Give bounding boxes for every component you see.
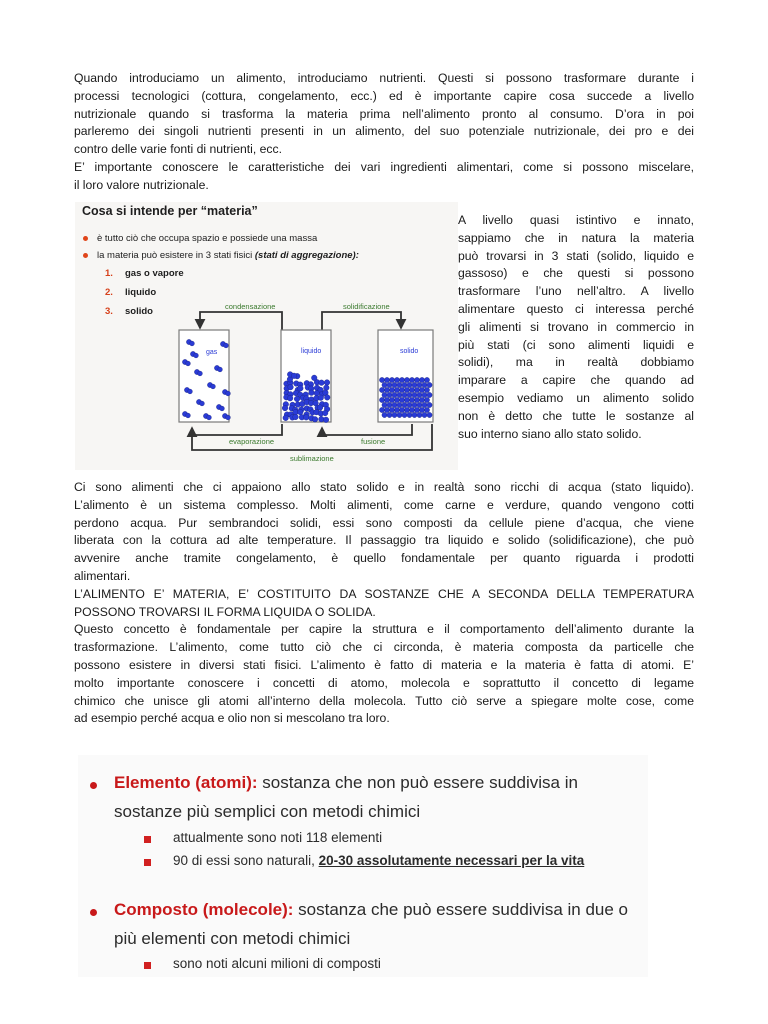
molecule-dot: [409, 387, 414, 392]
molecule-dot: [399, 377, 404, 382]
molecule-dot: [409, 407, 414, 412]
molecule-dot: [399, 387, 404, 392]
molecule-dot: [412, 402, 417, 407]
text-line: L’alimento è un sistema complesso. Molti alimenti, come carne e verdure, quando vengono cotti: [74, 497, 694, 512]
gas-label: gas: [206, 349, 218, 356]
text-line: Ci sono alimenti che ci appaiono allo stato solido e in realtà sono ricchi di acqua (stato liquido).: [74, 480, 694, 494]
molecule-dot: [282, 405, 288, 411]
molecule-dot: [379, 387, 384, 392]
molecule-dot: [387, 392, 392, 397]
molecule-dot: [399, 407, 404, 412]
compound-term: Composto (molecole):: [114, 900, 294, 919]
molecule-dot: [314, 390, 320, 396]
molecule-dot: [422, 402, 427, 407]
text-line: avvenire anche tramite congelamento, è quello fondamentale per quanto riguarda i prodotti: [74, 551, 694, 566]
sublimation-label: sublimazione: [290, 454, 334, 463]
text-line: perdono acqua. Pur sembrandoci solidi, essi sono composti da cellule piene d’acqua, che viene: [74, 515, 694, 530]
molecule-dot: [287, 395, 293, 401]
state-number: 3.: [105, 306, 113, 317]
phase-diagram: [75, 202, 458, 470]
state-number: 1.: [105, 268, 113, 279]
molecule-dot: [402, 412, 407, 417]
molecule-dot: [389, 387, 394, 392]
molecule-dot: [394, 397, 399, 402]
element-compound-slide: [78, 755, 648, 977]
element-definition: [114, 773, 578, 793]
text-line: possono esistere in diversi stati fisici. L’alimento è fatto di materia e la materia è fatta di atomi. E’: [74, 657, 694, 672]
molecule-dot: [407, 382, 412, 387]
molecule-dot: [417, 392, 422, 397]
molecule-dot: [311, 375, 317, 381]
molecule-dot: [379, 407, 384, 412]
molecule-dot: [407, 412, 412, 417]
molecule-dot: [414, 377, 419, 382]
molecule-dot: [384, 397, 389, 402]
molecule-dot: [392, 392, 397, 397]
molecule-dot: [402, 402, 407, 407]
molecule-dot: [407, 402, 412, 407]
molecule-dot: [419, 387, 424, 392]
molecule-dot: [424, 377, 429, 382]
text-line: POSSONO TROVARSI IL FORMA LIQUIDA O SOLIDA.: [74, 604, 376, 619]
molecule-dot: [412, 412, 417, 417]
molecule-dot: [382, 392, 387, 397]
molecule-dot: [218, 367, 223, 372]
molecule-dot: [427, 382, 432, 387]
molecule-dot: [389, 407, 394, 412]
molecule-dot: [198, 371, 203, 376]
square-bullet-icon: [144, 962, 151, 969]
state-label: liquido: [125, 287, 157, 298]
molecule-dot: [323, 417, 329, 423]
molecule-dot: [319, 380, 325, 386]
compound-definition: [114, 900, 628, 920]
text-line: E’ importante conoscere le caratteristiche dei vari ingredienti alimentari, come si possono miscelare,: [74, 159, 694, 174]
compound-text-cont: più elementi con metodi chimici: [114, 929, 351, 948]
main-paragraph: [74, 479, 694, 728]
text-line: Questo concetto è fondamentale per capire la struttura e il comportamento dell’alimento durante la: [74, 622, 694, 637]
element-subpoint: attualmente sono noti 118 elementi: [173, 830, 383, 845]
fusion-label: fusione: [361, 437, 386, 446]
bullet-dot-icon: [90, 782, 97, 789]
text-line: chimico che unisce gli atomi all’interno della molecola. Tutto ciò serve a spiegare molte cose, come: [74, 693, 694, 708]
molecule-dot: [382, 412, 387, 417]
text-line: imparare a capire che quando ad: [458, 373, 694, 388]
molecule-dot: [226, 415, 231, 420]
text-line: il loro valore nutrizionale.: [74, 177, 209, 192]
text-line: nutrizionale quando si trasforma la materia prima nell’alimento pronto al consumo. D’ora in poi: [74, 106, 694, 121]
molecule-dot: [417, 412, 422, 417]
bullet-dot-icon: [90, 909, 97, 916]
square-bullet-icon: [144, 859, 151, 866]
text-line: processi tecnologici (cottura, congelamento, ecc.) ed è importante capire cosa succede a livello: [74, 88, 694, 103]
text-line: liberata con la cottura ad alte temperature. Il passaggio tra liquido e solido (solidificazione), che può: [74, 533, 694, 548]
state-label: gas o vapore: [125, 268, 184, 279]
molecule-dot: [294, 396, 300, 402]
evaporation-arrow: [192, 424, 282, 435]
molecule-dot: [200, 401, 205, 406]
molecule-dot: [422, 392, 427, 397]
figure-title: Cosa si intende per “materia”: [82, 204, 258, 218]
molecule-dot: [220, 406, 225, 411]
text-line: alimentari.: [74, 568, 131, 583]
bullet-text: è tutto ciò che occupa spazio e possiede una massa: [97, 233, 318, 244]
molecule-dot: [317, 405, 323, 411]
molecule-dot: [190, 341, 195, 346]
text-line: esempio vediamo un alimento solido: [458, 390, 694, 405]
molecule-dot: [389, 397, 394, 402]
molecule-dot: [384, 377, 389, 382]
molecule-dot: [226, 391, 231, 396]
text-line: gassoso) e che questi si possono: [458, 266, 694, 281]
liquid-label: liquido: [301, 348, 322, 355]
square-bullet-icon: [144, 836, 151, 843]
molecule-dot: [194, 353, 199, 358]
compound-text: sostanza che può essere suddivisa in due o: [293, 900, 628, 919]
text-line: contro delle varie fonti di nutrienti, ecc.: [74, 142, 282, 157]
text-line: A livello quasi istintivo e innato,: [458, 213, 694, 227]
molecule-dot: [422, 382, 427, 387]
molecule-dot: [291, 373, 297, 379]
molecule-dot: [404, 387, 409, 392]
molecule-dot: [379, 377, 384, 382]
text-line: non è detto che tutte le sostanze al: [458, 408, 694, 423]
molecule-dot: [387, 382, 392, 387]
molecule-dot: [324, 385, 330, 391]
bullet-emphasis: (stati di aggregazione):: [254, 250, 359, 261]
text-line: più stati (ci sono alimenti liquidi e: [458, 337, 694, 352]
molecule-dot: [404, 397, 409, 402]
solidification-arrow: [322, 312, 401, 330]
molecule-dot: [387, 412, 392, 417]
states-of-matter-figure: [75, 202, 458, 470]
element-subpoint: [173, 853, 584, 868]
molecule-dot: [419, 397, 424, 402]
molecule-dot: [283, 415, 289, 421]
molecule-dot: [382, 402, 387, 407]
molecule-dot: [414, 407, 419, 412]
molecule-dot: [427, 412, 432, 417]
molecule-dot: [424, 397, 429, 402]
molecule-dot: [309, 390, 315, 396]
bullet-text: la materia può esistere in 3 stati fisici: [97, 250, 255, 261]
element-text-cont: sostanze più semplici con metodi chimici: [114, 802, 421, 821]
molecule-dot: [186, 413, 191, 418]
text-line: alimentare questo ci interessa perché: [458, 301, 694, 316]
molecule-dot: [379, 397, 384, 402]
text-line: L’ALIMENTO E’ MATERIA, E’ COSTITUITO DA SOSTANZE CHE A SECONDA DELLA TEMPERATURA: [74, 586, 694, 601]
fusion-arrow: [322, 424, 412, 435]
element-term: Elemento (atomi):: [114, 773, 258, 792]
intro-paragraph: [74, 70, 694, 195]
molecule-dot: [324, 380, 330, 386]
molecule-dot: [324, 395, 330, 401]
text-line: Quando introduciamo un alimento, introduciamo nutrienti. Questi si possono trasformare durante i: [74, 71, 694, 85]
compound-subpoint: sono noti alcuni milioni di composti: [173, 956, 381, 971]
molecule-dot: [424, 407, 429, 412]
text-line: trasformazione. L’alimento, come tutto ciò che ci circonda, è materia composta da particelle che: [74, 640, 694, 655]
molecule-dot: [297, 409, 303, 415]
text-line: sappiamo che in natura la materia: [458, 230, 694, 245]
molecule-dot: [312, 416, 318, 422]
molecule-dot: [392, 382, 397, 387]
molecule-dot: [399, 397, 404, 402]
molecule-dot: [427, 402, 432, 407]
condensation-label: condensazione: [225, 302, 276, 311]
molecule-dot: [389, 377, 394, 382]
solidification-label: solidificazione: [343, 302, 390, 311]
text-line: può trovarsi in 3 stati (solido, liquido e: [458, 248, 694, 263]
molecule-dot: [414, 387, 419, 392]
molecule-dot: [211, 384, 216, 389]
molecule-dot: [224, 343, 229, 348]
molecule-dot: [394, 377, 399, 382]
condensation-arrow: [200, 312, 282, 330]
molecule-dot: [288, 384, 294, 390]
molecule-dot: [392, 412, 397, 417]
molecule-dot: [419, 407, 424, 412]
text-line: trasformare l’uno nell’altro. A livello: [458, 284, 694, 299]
molecule-dot: [387, 402, 392, 407]
molecule-dot: [394, 387, 399, 392]
molecule-dot: [412, 392, 417, 397]
text-line: ad esempio perché acqua e olio non si mescolano tra loro.: [74, 711, 390, 726]
solid-molecules: [379, 377, 432, 417]
molecule-dot: [424, 387, 429, 392]
text-line: parleremo dei singoli nutrienti presenti in un alimento, del suo potenziale nutrizionale, dei pro e dei: [74, 124, 694, 139]
molecule-dot: [422, 412, 427, 417]
molecule-dot: [427, 392, 432, 397]
molecule-dot: [419, 377, 424, 382]
solid-label: solido: [400, 348, 419, 355]
molecule-dot: [412, 382, 417, 387]
molecule-dot: [384, 407, 389, 412]
molecule-dot: [303, 415, 309, 421]
molecule-dot: [293, 414, 299, 420]
molecule-dot: [397, 402, 402, 407]
molecule-dot: [404, 377, 409, 382]
molecule-dot: [414, 397, 419, 402]
molecule-dot: [397, 382, 402, 387]
side-paragraph: [458, 212, 694, 443]
text-line: molto importante conoscere i concetti di atomo, molecola e soprattutto il concetto di legame: [74, 675, 694, 690]
text-line: gli alimenti si trovano in commercio in: [458, 319, 694, 334]
sublimation-arrow: [192, 424, 432, 450]
molecule-dot: [298, 386, 304, 392]
molecule-dot: [207, 415, 212, 420]
state-number: 2.: [105, 287, 113, 298]
molecule-dot: [417, 382, 422, 387]
state-label: solido: [125, 306, 153, 317]
molecule-dot: [188, 389, 193, 394]
molecule-dot: [392, 402, 397, 407]
evaporation-label: evaporazione: [229, 437, 275, 446]
molecule-dot: [402, 392, 407, 397]
molecule-dot: [318, 395, 324, 401]
molecule-dot: [394, 407, 399, 412]
molecule-dot: [409, 397, 414, 402]
text-line: suo interno siano allo stato solido.: [458, 426, 642, 441]
molecule-dot: [409, 377, 414, 382]
molecule-dot: [417, 402, 422, 407]
molecule-dot: [322, 410, 328, 416]
molecule-dot: [384, 387, 389, 392]
molecule-dot: [402, 382, 407, 387]
molecule-dot: [397, 392, 402, 397]
molecule-dot: [382, 382, 387, 387]
molecule-dot: [407, 392, 412, 397]
text-line: solidi), ma in realtà dobbiamo: [458, 355, 694, 370]
molecule-dot: [404, 407, 409, 412]
subpoint-emphasis: 20-30 assolutamente necessari per la vita: [318, 853, 585, 868]
molecule-dot: [186, 361, 191, 366]
element-text: sostanza che non può essere suddivisa in: [257, 773, 578, 792]
molecule-dot: [397, 412, 402, 417]
subpoint-text: 90 di essi sono naturali,: [173, 853, 319, 868]
